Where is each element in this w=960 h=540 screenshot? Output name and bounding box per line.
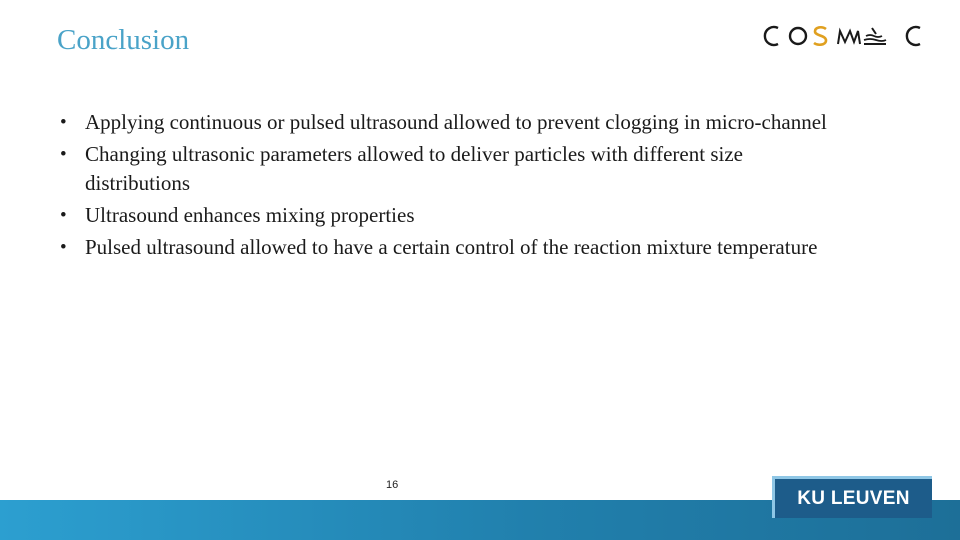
bullet-item (60, 140, 940, 198)
bullet-dot: • (60, 237, 67, 258)
bullet-item (60, 201, 940, 230)
slide-title: Conclusion (57, 24, 190, 56)
bullet-item (60, 108, 940, 137)
ku-leuven-logo (772, 476, 932, 518)
ku-leuven-logo-text: KU LEUVEN (797, 487, 910, 509)
bullet-text: Applying continuous or pulsed ultrasound allowed to prevent clogging in micro-channel (85, 110, 827, 134)
bullet-dot: • (60, 205, 67, 226)
bullet-dot: • (60, 144, 67, 165)
bullet-text: Ultrasound enhances mixing properties (85, 203, 415, 227)
bullet-item (60, 233, 940, 262)
bullet-text: Changing ultrasonic parameters allowed to deliver particles with different size distributions (85, 142, 743, 195)
cosmic-logo (760, 22, 928, 50)
bullet-dot: • (60, 112, 67, 133)
bullet-text: Pulsed ultrasound allowed to have a certain control of the reaction mixture temperature (85, 235, 818, 259)
page-number: 16 (386, 479, 399, 491)
bullet-list (60, 108, 940, 265)
